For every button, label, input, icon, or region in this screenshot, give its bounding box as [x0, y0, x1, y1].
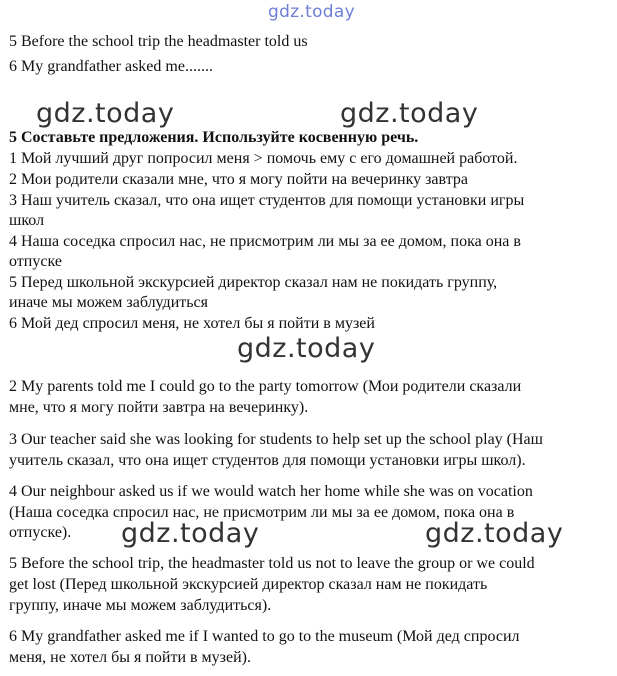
top-line: 5 Before the school trip the headmaster told us	[9, 33, 308, 50]
answer-line: 3 Our teacher said she was looking for students to help set up the school play (Наш	[9, 431, 543, 448]
answer-line: меня, не хотел бы я пойти в музей).	[9, 649, 251, 666]
answer-line: (Наша соседка спросил нас, не присмотрим ли мы за ее домом, пока она в	[9, 504, 515, 521]
answer-line: группу, иначе мы можем заблудиться).	[9, 597, 272, 614]
answer-line: 6 My grandfather asked me if I wanted to go to the museum (Мой дед спросил	[9, 628, 520, 645]
section-line: иначе мы можем заблудиться	[9, 294, 208, 311]
watermark-top: gdz.today	[268, 2, 355, 22]
answer-line: 5 Before the school trip, the headmaster told us not to leave the group or we could	[9, 555, 535, 572]
section-line: школ	[9, 212, 45, 229]
watermark-bottom-left: gdz.today	[121, 518, 260, 549]
answer-line: учитель сказал, что она ищет студентов для помощи установки игры школ).	[9, 452, 526, 469]
answer-line: get lost (Перед школьной экскурсией директор сказал нам не покидать	[9, 576, 488, 593]
section-line: 2 Мои родители сказали мне, что я могу пойти на вечеринку завтра	[9, 171, 468, 188]
answer-line: отпуске).	[9, 524, 72, 541]
section-line: 4 Наша соседка спросил нас, не присмотрим ли мы за ее домом, пока она в	[9, 233, 521, 250]
answer-line: 2 My parents told me I could go to the party tomorrow (Мои родители сказали	[9, 378, 522, 395]
section-line: 6 Мой дед спросил меня, не хотел бы я пойти в музей	[9, 315, 375, 332]
watermark-mid-left: gdz.today	[36, 98, 175, 129]
watermark-bottom-right: gdz.today	[425, 518, 564, 549]
top-line: 6 My grandfather asked me.......	[9, 58, 213, 75]
section-heading: 5 Составьте предложения. Используйте косвенную речь.	[9, 129, 419, 146]
section-line: 5 Перед школьной экскурсией директор сказал нам не покидать группу,	[9, 274, 498, 291]
answer-line: 4 Our neighbour asked us if we would watch her home while she was on vocation	[9, 483, 533, 500]
section-line: 3 Наш учитель сказал, что она ищет студентов для помощи установки игры	[9, 192, 525, 209]
watermark-center: gdz.today	[237, 333, 376, 364]
watermark-mid-right: gdz.today	[340, 98, 479, 129]
section-line: 1 Мой лучший друг попросил меня > помочь ему с его домашней работой.	[9, 150, 518, 167]
section-line: отпуске	[9, 253, 62, 270]
answer-line: мне, что я могу пойти завтра на вечеринку).	[9, 399, 309, 416]
